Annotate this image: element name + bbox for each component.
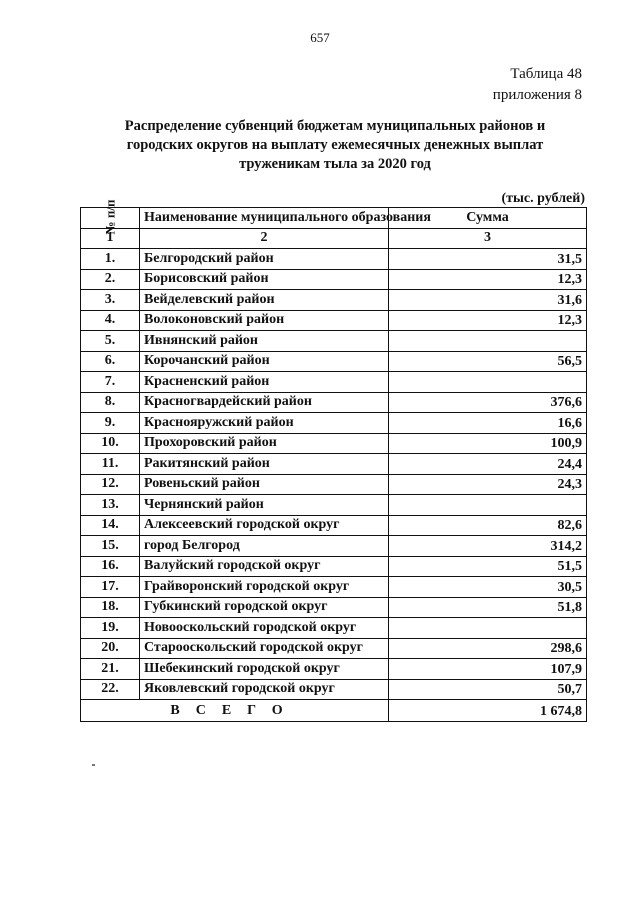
row-number: 22. — [81, 679, 140, 700]
row-number: 7. — [81, 372, 140, 393]
subvention-amount: 51,5 — [389, 556, 587, 577]
total-sum: 1 674,8 — [389, 700, 587, 722]
column-header-number-text: № п/п — [102, 199, 117, 235]
municipality-name: Новооскольский городской округ — [140, 618, 389, 639]
municipality-name: Ивнянский район — [140, 331, 389, 352]
subvention-amount: 56,5 — [389, 351, 587, 372]
table-row — [81, 597, 587, 618]
subvention-amount — [389, 331, 587, 352]
subvention-amount: 50,7 — [389, 679, 587, 700]
table-row — [81, 638, 587, 659]
table-row — [81, 433, 587, 454]
row-number: 21. — [81, 659, 140, 680]
subvention-amount: 24,4 — [389, 454, 587, 475]
municipality-name: Прохоровский район — [140, 433, 389, 454]
table-row — [81, 269, 587, 290]
row-number: 1. — [81, 249, 140, 270]
row-number: 8. — [81, 392, 140, 413]
title-line-2: городских округов на выплату ежемесячных денежных выплат — [126, 137, 544, 153]
row-number: 12. — [81, 474, 140, 495]
municipality-name: Красногвардейский район — [140, 392, 389, 413]
row-number: 15. — [81, 536, 140, 557]
table-row — [81, 249, 587, 270]
table-row — [81, 474, 587, 495]
row-number: 5. — [81, 331, 140, 352]
municipality-name: Чернянский район — [140, 495, 389, 516]
subvention-amount: 31,6 — [389, 290, 587, 311]
subvention-amount — [389, 372, 587, 393]
table-row — [81, 536, 587, 557]
subvention-amount: 16,6 — [389, 413, 587, 434]
municipality-name: Корочанский район — [140, 351, 389, 372]
row-number: 4. — [81, 310, 140, 331]
row-number: 10. — [81, 433, 140, 454]
municipality-name: Шебекинский городской округ — [140, 659, 389, 680]
municipality-name: город Белгород — [140, 536, 389, 557]
municipality-name: Грайворонский городской округ — [140, 577, 389, 598]
table-row — [81, 331, 587, 352]
row-number: 3. — [81, 290, 140, 311]
table-row — [81, 556, 587, 577]
column-index-2: 2 — [140, 228, 389, 249]
row-number: 2. — [81, 269, 140, 290]
column-index-1: 1 — [81, 228, 140, 249]
subvention-amount: 51,8 — [389, 597, 587, 618]
municipality-name: Ракитянский район — [140, 454, 389, 475]
column-index-3: 3 — [389, 228, 587, 249]
subvention-amount: 100,9 — [389, 433, 587, 454]
table-row — [81, 495, 587, 516]
row-number: 13. — [81, 495, 140, 516]
subvention-amount: 107,9 — [389, 659, 587, 680]
municipality-name: Красненский район — [140, 372, 389, 393]
subvention-amount: 12,3 — [389, 269, 587, 290]
appendix-label: приложения 8 — [492, 87, 582, 103]
municipality-name: Старооскольский городской округ — [140, 638, 389, 659]
row-number: 14. — [81, 515, 140, 536]
column-header-name: Наименование муниципального образования — [140, 208, 389, 229]
table-body — [81, 249, 587, 700]
municipality-name: Яковлевский городской округ — [140, 679, 389, 700]
table-row — [81, 372, 587, 393]
table-row — [81, 659, 587, 680]
total-row — [81, 700, 587, 722]
subvention-amount — [389, 618, 587, 639]
municipality-name: Белгородский район — [140, 249, 389, 270]
municipality-name: Краснояружский район — [140, 413, 389, 434]
table-reference — [493, 64, 582, 106]
table-row — [81, 454, 587, 475]
municipality-name: Алексеевский городской округ — [140, 515, 389, 536]
municipality-name: Борисовский район — [140, 269, 389, 290]
row-number: 20. — [81, 638, 140, 659]
table-row — [81, 413, 587, 434]
document-title — [100, 117, 570, 174]
table-row — [81, 310, 587, 331]
row-number: 17. — [81, 577, 140, 598]
subvention-table — [80, 199, 587, 722]
table-label: Таблица 48 — [510, 66, 582, 82]
subvention-amount: 12,3 — [389, 310, 587, 331]
subvention-amount — [389, 495, 587, 516]
title-line-3: труженикам тыла за 2020 год — [239, 156, 431, 172]
total-label: ВСЕГО — [81, 700, 389, 722]
row-number: 6. — [81, 351, 140, 372]
column-header-number — [81, 199, 140, 235]
scan-speck — [92, 764, 95, 766]
municipality-name: Валуйский городской округ — [140, 556, 389, 577]
row-number: 19. — [81, 618, 140, 639]
subvention-amount: 82,6 — [389, 515, 587, 536]
municipality-name: Губкинский городской округ — [140, 597, 389, 618]
subvention-amount: 31,5 — [389, 249, 587, 270]
column-index-row — [81, 228, 587, 249]
table-row — [81, 290, 587, 311]
table-row — [81, 618, 587, 639]
subvention-amount: 314,2 — [389, 536, 587, 557]
row-number: 11. — [81, 454, 140, 475]
municipality-name: Волоконовский район — [140, 310, 389, 331]
table-row — [81, 679, 587, 700]
subvention-amount: 24,3 — [389, 474, 587, 495]
row-number: 18. — [81, 597, 140, 618]
subvention-amount: 298,6 — [389, 638, 587, 659]
row-number: 9. — [81, 413, 140, 434]
table-row — [81, 515, 587, 536]
row-number: 16. — [81, 556, 140, 577]
municipality-name: Ровеньский район — [140, 474, 389, 495]
subvention-amount: 376,6 — [389, 392, 587, 413]
table-row — [81, 351, 587, 372]
header-row — [81, 208, 587, 229]
table-row — [81, 577, 587, 598]
table-row — [81, 392, 587, 413]
title-line-1: Распределение субвенций бюджетам муниципальных районов и — [124, 118, 546, 134]
page-number: 657 — [310, 30, 330, 45]
column-header-sum: Сумма — [389, 208, 587, 229]
units-label: (тыс. рублей) — [501, 191, 585, 206]
subvention-amount: 30,5 — [389, 577, 587, 598]
municipality-name: Вейделевский район — [140, 290, 389, 311]
